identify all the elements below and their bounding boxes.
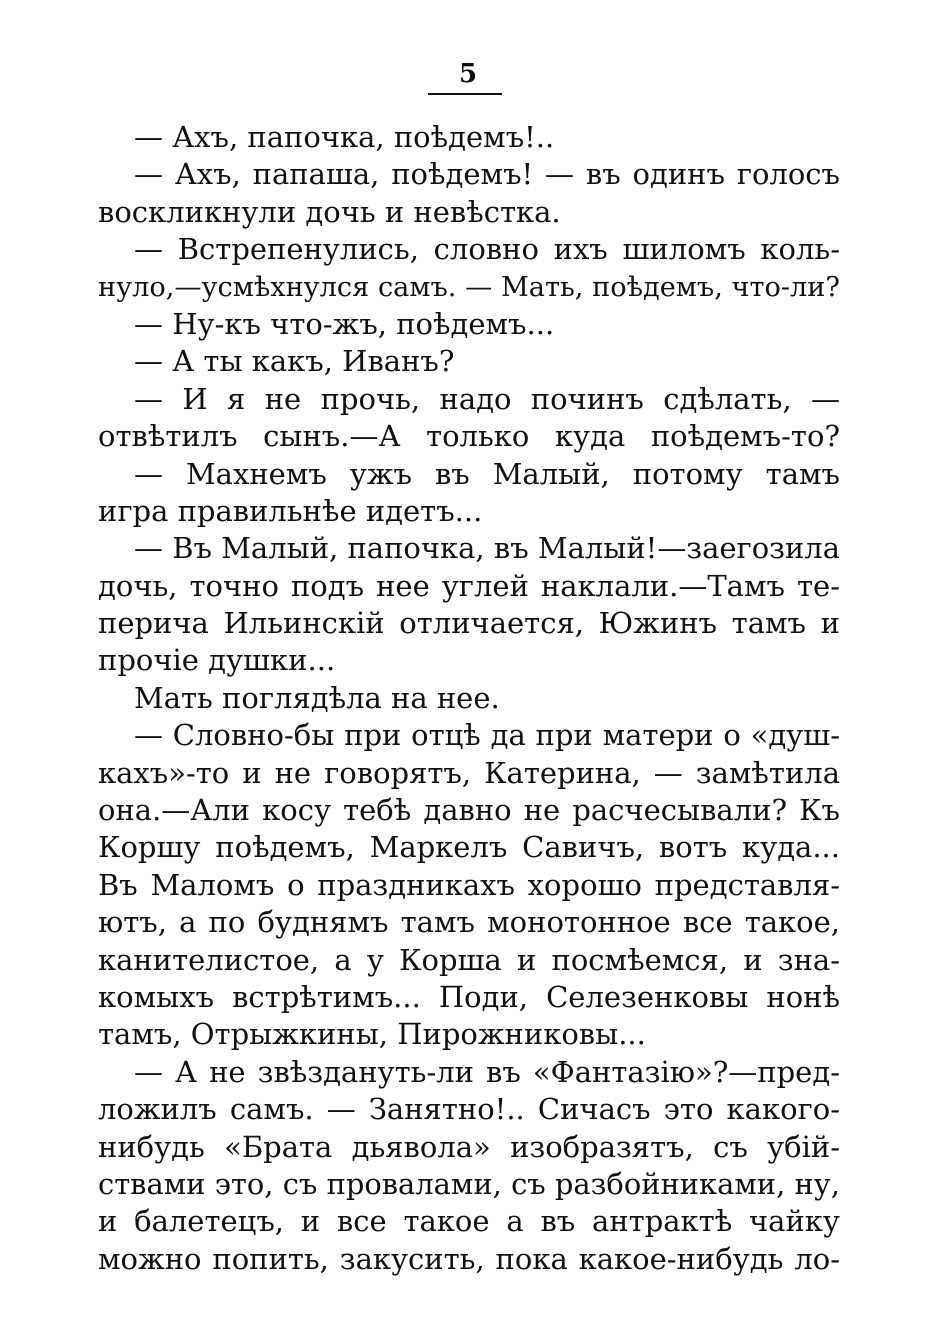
text-line: прочіе душки...	[98, 643, 336, 678]
text-line: — А не звѣздануть-ли въ «Фантазію»?—пред-	[134, 1054, 840, 1089]
page-number: 5	[458, 59, 478, 89]
page-text	[98, 119, 840, 1278]
text-line: Коршу поѣдемъ, Маркелъ Савичъ, вотъ куда...	[98, 830, 840, 865]
text-line: — Ахъ, папочка, поѣдемъ!..	[134, 120, 555, 154]
text-line: ютъ, а по буднямъ тамъ монотонное все такое,	[98, 905, 840, 940]
text-line: перича Ильинскій отличается, Южинъ тамъ и	[98, 606, 840, 641]
text-line: нибудь «Брата дьявола» изобразятъ, съ убій-	[98, 1129, 840, 1164]
text-line: игра правильнѣе идетъ...	[98, 493, 483, 528]
text-line: — Ахъ, папаша, поѣдемъ! — въ одинъ голосъ	[134, 157, 840, 192]
text-line: комыхъ встрѣтимъ... Поди, Селезенковы нонѣ	[98, 979, 840, 1014]
text-line: ложилъ самъ. — Занятно!.. Сичасъ это какого-	[98, 1092, 840, 1127]
text-line: Мать поглядѣла на нее.	[134, 680, 500, 715]
text-line: — А ты какъ, Иванъ?	[134, 344, 455, 379]
text-line: кахъ»-то и не говорятъ, Катерина, — замѣтила	[98, 755, 840, 790]
text-line: — Ну-къ что-жъ, поѣдемъ...	[134, 306, 555, 341]
text-line: и балетецъ, и все такое а въ антрактѣ чайку	[98, 1204, 840, 1239]
text-line: — Словно-бы при отцѣ да при матери о «душ-	[134, 718, 840, 753]
text-line: ствами это, съ провалами, съ разбойниками, ну,	[98, 1166, 840, 1201]
text-line: канителистое, а у Корша и посмѣемся, и зна-	[98, 942, 840, 977]
text-line: — Встрепенулись, словно ихъ шиломъ коль-	[134, 232, 840, 267]
text-line: дочь, точно подъ нее углей наклали.—Тамъ те-	[98, 568, 840, 603]
text-line: она.—Али косу тебѣ давно не расчесывали? Къ	[98, 793, 840, 828]
text-line: — Въ Малый, папочка, въ Малый!—заегозила	[134, 531, 840, 566]
text-line: можно попить, закусить, пока какое-нибудь ло-	[98, 1241, 840, 1276]
text-line: отвѣтилъ сынъ.—А только куда поѣдемъ-то?	[98, 419, 840, 454]
text-line: нуло,—усмѣхнулся самъ. — Мать, поѣдемъ, что-ли?	[98, 271, 840, 303]
text-line: Въ Маломъ о праздникахъ хорошо представля-	[98, 867, 840, 902]
text-line: — Махнемъ ужъ въ Малый, потому тамъ	[134, 456, 840, 491]
text-line: — И я не прочь, надо починъ сдѣлать, —	[134, 381, 840, 416]
text-line: тамъ, Отрыжкины, Пирожниковы...	[98, 1017, 646, 1052]
text-line: воскликнули дочь и невѣстка.	[98, 194, 561, 229]
page-number-rule	[428, 93, 502, 95]
